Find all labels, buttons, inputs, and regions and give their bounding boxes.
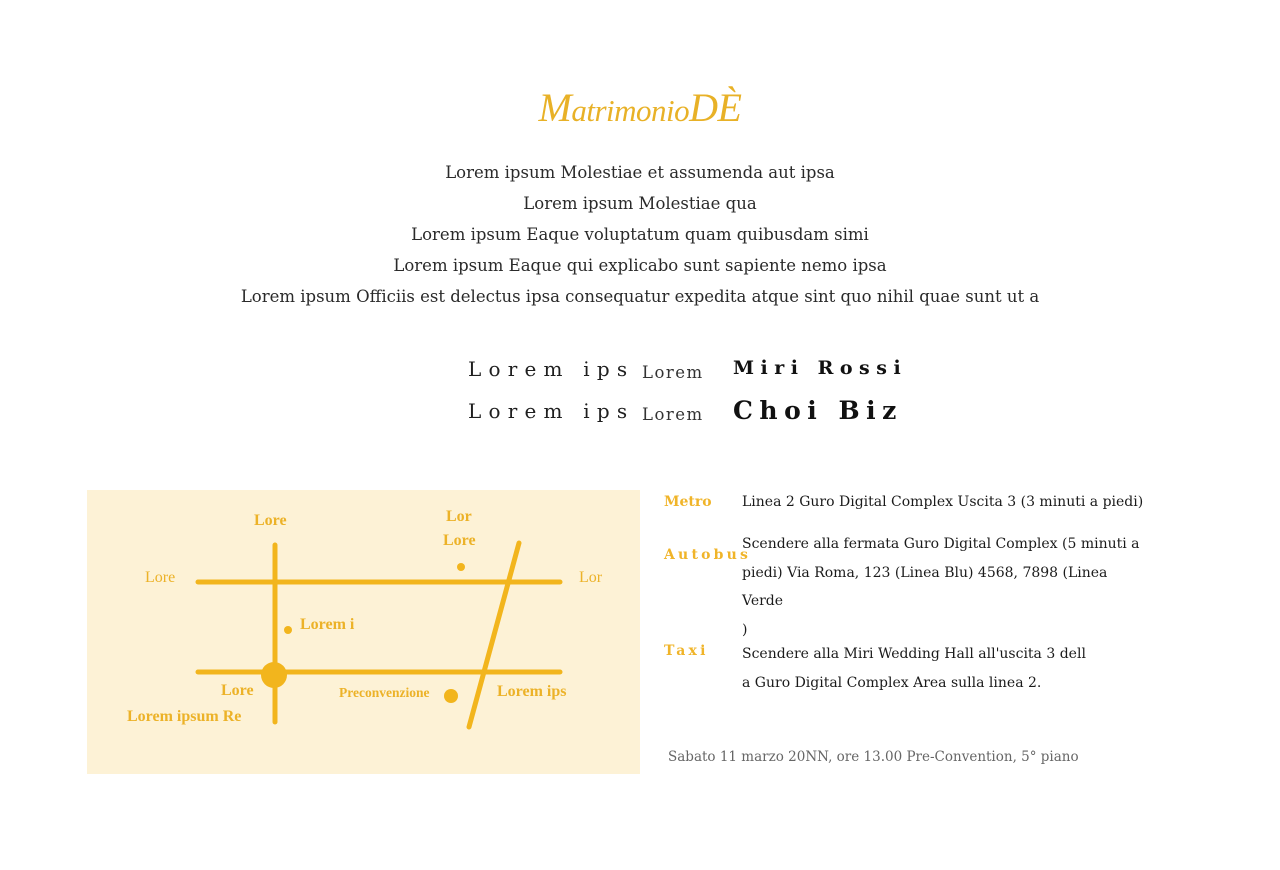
- map-label: Lor: [579, 569, 603, 586]
- bus-label: Autobus: [664, 547, 752, 563]
- location-map: [87, 490, 640, 774]
- bus-line: ): [742, 621, 748, 638]
- bride-row: [0, 397, 1280, 437]
- logo-word: atrimonio: [571, 93, 690, 128]
- logo-initial: M: [538, 85, 572, 130]
- intro-line: Lorem ipsum Eaque qui explicabo sunt sapiente nemo ipsa: [393, 256, 887, 275]
- groom-row: [0, 355, 1280, 395]
- invitation-text: [0, 160, 1280, 315]
- map-roads: [87, 490, 640, 774]
- event-details: Sabato 11 marzo 20NN, ore 13.00 Pre-Convention, 5° piano: [668, 749, 1079, 765]
- junction-marker: [261, 662, 287, 688]
- poi-dot: [457, 563, 465, 571]
- taxi-text: [742, 640, 1152, 697]
- metro-label: Metro: [664, 494, 712, 510]
- poi-dot: [284, 626, 292, 634]
- venue-label: Preconvenzione: [339, 685, 430, 700]
- map-label: Lore: [221, 682, 254, 699]
- taxi-line: a Guro Digital Complex Area sulla linea 2.: [742, 674, 1042, 691]
- relation-label: Lorem: [642, 363, 704, 382]
- map-label: Lore: [443, 532, 476, 549]
- bus-line: Scendere alla fermata Guro Digital Complex (5 minuti a: [742, 536, 1140, 552]
- groom-name: Miri Rossi: [733, 357, 908, 379]
- map-label: Lorem i: [300, 616, 355, 633]
- parent-role: Lorem ips: [468, 357, 635, 381]
- venue-marker: [444, 689, 458, 703]
- map-label: Lore: [145, 569, 176, 586]
- taxi-line: Scendere alla Miri Wedding Hall all'uscita 3 dell: [742, 646, 1086, 662]
- taxi-label: Taxi: [664, 643, 709, 659]
- intro-line: Lorem ipsum Molestiae qua: [523, 194, 757, 213]
- logo-suffix: DÈ: [689, 85, 742, 130]
- map-label: Lor: [446, 508, 472, 525]
- wedding-logo: [0, 84, 1280, 131]
- intro-line: Lorem ipsum Officiis est delectus ipsa consequatur expedita atque sint quo nihil quae sunt ut a: [240, 287, 1040, 306]
- bride-name: Choi Biz: [733, 396, 903, 425]
- bus-text: [742, 530, 1152, 644]
- map-label: Lorem ipsum Re: [127, 708, 242, 725]
- intro-line: Lorem ipsum Eaque voluptatum quam quibusdam simi: [411, 225, 869, 244]
- map-label: Lore: [254, 512, 287, 529]
- map-label: Lorem ips: [497, 683, 567, 700]
- relation-label: Lorem: [642, 405, 704, 424]
- parent-role: Lorem ips: [468, 399, 635, 423]
- metro-text: Linea 2 Guro Digital Complex Uscita 3 (3 minuti a piedi): [742, 494, 1144, 510]
- bus-line: piedi) Via Roma, 123 (Linea Blu) 4568, 7898 (Linea Verde: [742, 564, 1108, 609]
- intro-line: Lorem ipsum Molestiae et assumenda aut ipsa: [445, 163, 835, 182]
